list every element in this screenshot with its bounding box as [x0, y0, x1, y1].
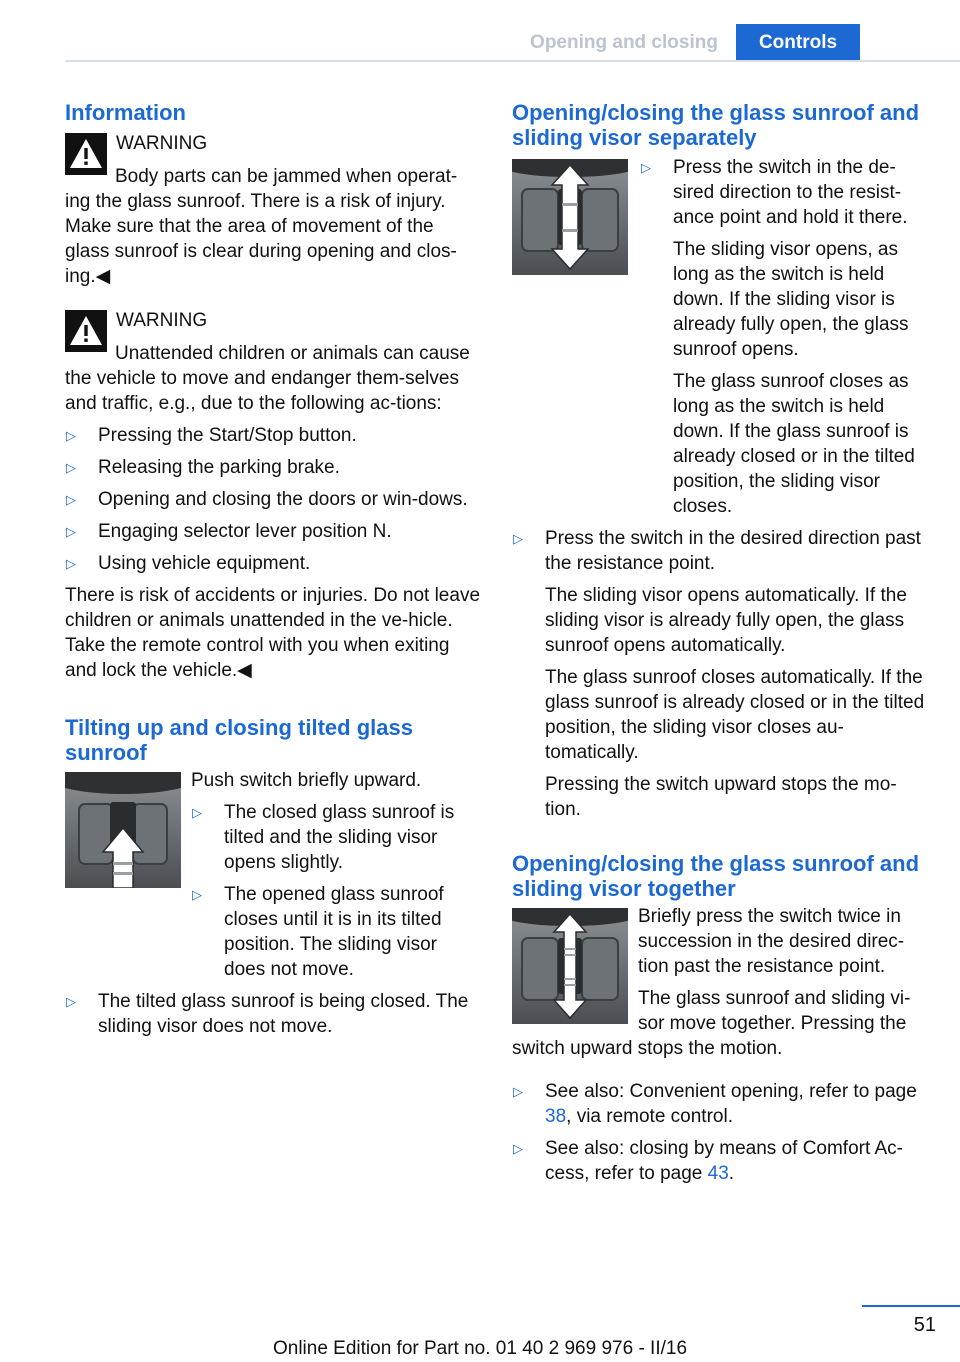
- list-item: ▷ The opened glass sunroof closes until it is in its tilted position. The sliding visor does not move.: [192, 884, 444, 980]
- switch-up-arrow-illustration: [65, 772, 181, 888]
- tilting-heading: Tilting up and closing tilted glass sunroof: [65, 715, 413, 765]
- bullet-triangle-icon: ▷: [66, 994, 76, 1009]
- page-link-38[interactable]: 38: [545, 1106, 567, 1127]
- list-item: ▷ See also: closing by means of Comfort Ac‐cess, refer to page 43.: [513, 1138, 903, 1184]
- warning-triangle-icon: [65, 310, 107, 352]
- list-item: ▷ Opening and closing the doors or win‐dows.: [66, 489, 468, 510]
- warning-label: WARNING: [116, 133, 208, 154]
- separately-section: [512, 155, 930, 822]
- tilting-intro: Push switch briefly upward.: [191, 770, 422, 791]
- list-item: ▷ The closed glass sunroof is tilted and the sliding visor opens slightly.: [192, 802, 455, 873]
- list-item: ▷ Engaging selector lever position N.: [66, 521, 392, 542]
- bullet-triangle-icon: ▷: [66, 428, 76, 443]
- warning-text: Unattended children or animals can cause the vehicle to move and endanger them‐selves and traffic, e.g., due to the following ac‐tions:: [65, 343, 470, 414]
- page-number: 51: [913, 1314, 936, 1336]
- see-also-list: [512, 1079, 930, 1186]
- list-item: ▷ Press the switch in the de‐sired direction to the resist‐ance point and hold it there. The sliding visor opens, as long as the switch is held down. If the sliding visor is already fully open, the glass sunroof opens. The glass sunroof closes as long as the switch is held down. If the glass sunroof is already closed or in the tilted position, the sliding visor closes.: [641, 157, 915, 517]
- warning-block-jam: [65, 131, 480, 289]
- tilting-list-closing: [65, 989, 480, 1039]
- warning-text: Body parts can be jammed when operat‐ing the glass sunroof. There is a risk of injury. Make sure that the area of movement of the glass sunroof is clear during opening and clos‐ing.◀: [65, 166, 458, 287]
- footer-rule: [862, 1305, 960, 1307]
- warning-label: WARNING: [116, 310, 208, 331]
- bullet-triangle-icon: ▷: [192, 805, 202, 820]
- left-column: [65, 100, 480, 1046]
- bullet-triangle-icon: ▷: [192, 887, 202, 902]
- bullet-triangle-icon: ▷: [513, 1141, 523, 1156]
- together-heading: Opening/closing the glass sunroof and sliding visor together: [512, 851, 920, 901]
- header-chapter-tab: Controls: [736, 24, 860, 60]
- sunroof-switch-tilt-image: [65, 772, 181, 888]
- warning-actions-list: [65, 423, 480, 576]
- bullet-triangle-icon: ▷: [513, 1084, 523, 1099]
- sunroof-switch-together-image: [512, 908, 628, 1024]
- right-column: [512, 100, 930, 1193]
- separately-heading: Opening/closing the glass sunroof and sliding visor separately: [512, 100, 920, 150]
- bullet-triangle-icon: ▷: [66, 460, 76, 475]
- together-text-1: Briefly press the switch twice in succession in the desired direc‐tion past the resistance point.: [638, 906, 905, 977]
- list-item: ▷ Releasing the parking brake.: [66, 457, 340, 478]
- list-item: ▷ See also: Convenient opening, refer to page 38, via remote control.: [513, 1081, 917, 1127]
- list-item: ▷ Using vehicle equipment.: [66, 553, 311, 574]
- bullet-triangle-icon: ▷: [641, 160, 651, 175]
- header-section-title: Opening and closing: [530, 32, 718, 53]
- footer-edition: [0, 1336, 960, 1361]
- bullet-triangle-icon: ▷: [66, 556, 76, 571]
- bullet-triangle-icon: ▷: [66, 524, 76, 539]
- separately-list-auto: [512, 526, 930, 822]
- list-item: ▷ The tilted glass sunroof is being closed. The sliding visor does not move.: [66, 991, 469, 1037]
- sunroof-switch-updown-image: [512, 159, 628, 275]
- bullet-triangle-icon: ▷: [513, 531, 523, 546]
- warning-block-children: [65, 308, 480, 683]
- separately-list-hold: [640, 155, 930, 519]
- list-item: ▷ Pressing the Start/Stop button.: [66, 425, 357, 446]
- header-rule: [65, 60, 960, 62]
- tilting-list: [191, 800, 480, 982]
- warning-closing-text: There is risk of accidents or injuries. Do not leave children or animals unattended in the ve‐hicle. Take the remote control with you when exiting and lock the vehicle.◀: [65, 585, 481, 681]
- page-link-43[interactable]: 43: [707, 1163, 729, 1184]
- bullet-triangle-icon: ▷: [66, 492, 76, 507]
- together-section: [512, 904, 930, 1186]
- warning-triangle-icon: [65, 133, 107, 175]
- information-heading: Information: [65, 100, 186, 125]
- switch-up-down-arrow-illustration: [512, 159, 628, 275]
- footer-edition-text: Online Edition for Part no. 01 40 2 969 976 - II/16: [272, 1338, 688, 1359]
- tilting-section: [65, 768, 480, 1039]
- switch-up-down-arrow-illustration: [512, 908, 628, 1024]
- together-text-2: The glass sunroof and sliding vi‐sor move together. Pressing the switch upward stops the motion.: [512, 988, 911, 1059]
- list-item: ▷ Press the switch in the desired direction past the resistance point. The sliding visor opens automatically. If the sliding visor is already fully open, the glass sunroof opens automatically. The glass sunroof closes automatically. If the glass sunroof is already closed or in the tilted position, the sliding visor closes au‐tomatically. Pressing the switch upward stops the mo‐tion.: [513, 528, 925, 820]
